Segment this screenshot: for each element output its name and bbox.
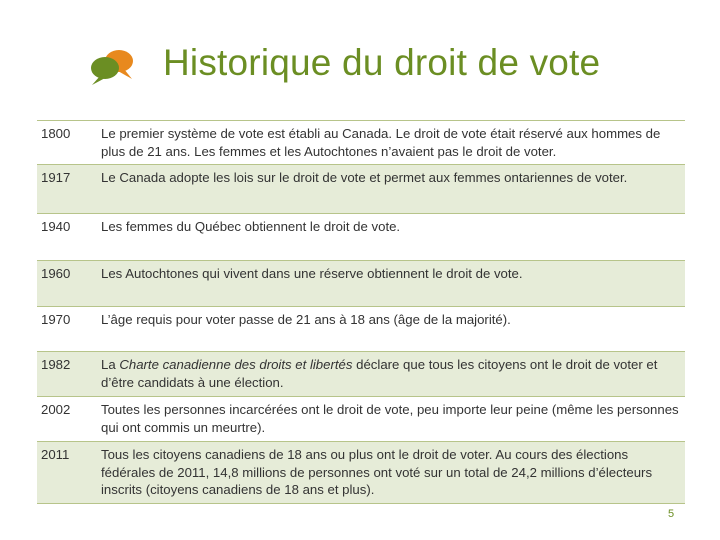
row-description: Les femmes du Québec obtiennent le droit de vote. (101, 219, 401, 234)
charter-prefix: La (101, 357, 120, 372)
page-number: 5 (668, 508, 675, 520)
table-row (37, 307, 685, 352)
row-year: 2002 (41, 402, 71, 417)
title-area (0, 0, 720, 110)
row-year: 1982 (37, 352, 99, 397)
row-year: 1940 (41, 219, 71, 234)
table-row (37, 352, 685, 397)
charter-suffix: déclare que tous les citoyens ont le droit de voter et d’être candidats à une élection. (101, 357, 658, 390)
table-row (37, 442, 685, 504)
page-title: Historique du droit de vote (163, 42, 601, 83)
row-description: Tous les citoyens canadiens de 18 ans ou plus ont le droit de voter. Au cours des élections fédérales de 2011, 14,8 millions de personnes ont voté sur un total de 24,2 millions d’électeurs inscrits (citoyens canadiens de 18 ans et plus). (99, 442, 685, 504)
table-row (37, 261, 685, 307)
row-description: Le premier système de vote est établi au Canada. Le droit de vote était réservé aux hommes de plus de 21 ans. Les femmes et les Autochtones n’avaient pas le droit de voter. (101, 126, 661, 159)
row-description: Toutes les personnes incarcérées ont le droit de vote, peu importe leur peine (même les personnes qui ont commis un meurtre). (101, 402, 679, 435)
table-row (37, 397, 685, 442)
row-year: 1800 (41, 126, 71, 141)
row-description: L’âge requis pour voter passe de 21 ans à 18 ans (âge de la majorité). (101, 312, 511, 327)
row-year: 2011 (37, 442, 99, 504)
row-description: Les Autochtones qui vivent dans une réserve obtiennent le droit de vote. (99, 261, 685, 307)
row-year: 1917 (37, 165, 99, 214)
row-year: 1960 (37, 261, 99, 307)
table-row (37, 121, 685, 165)
charter-name: Charte canadienne des droits et libertés (119, 357, 353, 372)
table-row (37, 214, 685, 261)
table-row (37, 165, 685, 214)
voting-history-table (37, 120, 685, 504)
row-description: Le Canada adopte les lois sur le droit de vote et permet aux femmes ontariennes de voter. (99, 165, 685, 214)
row-year: 1970 (41, 312, 71, 327)
row-description (99, 352, 685, 397)
speech-bubbles-icon (88, 46, 138, 86)
